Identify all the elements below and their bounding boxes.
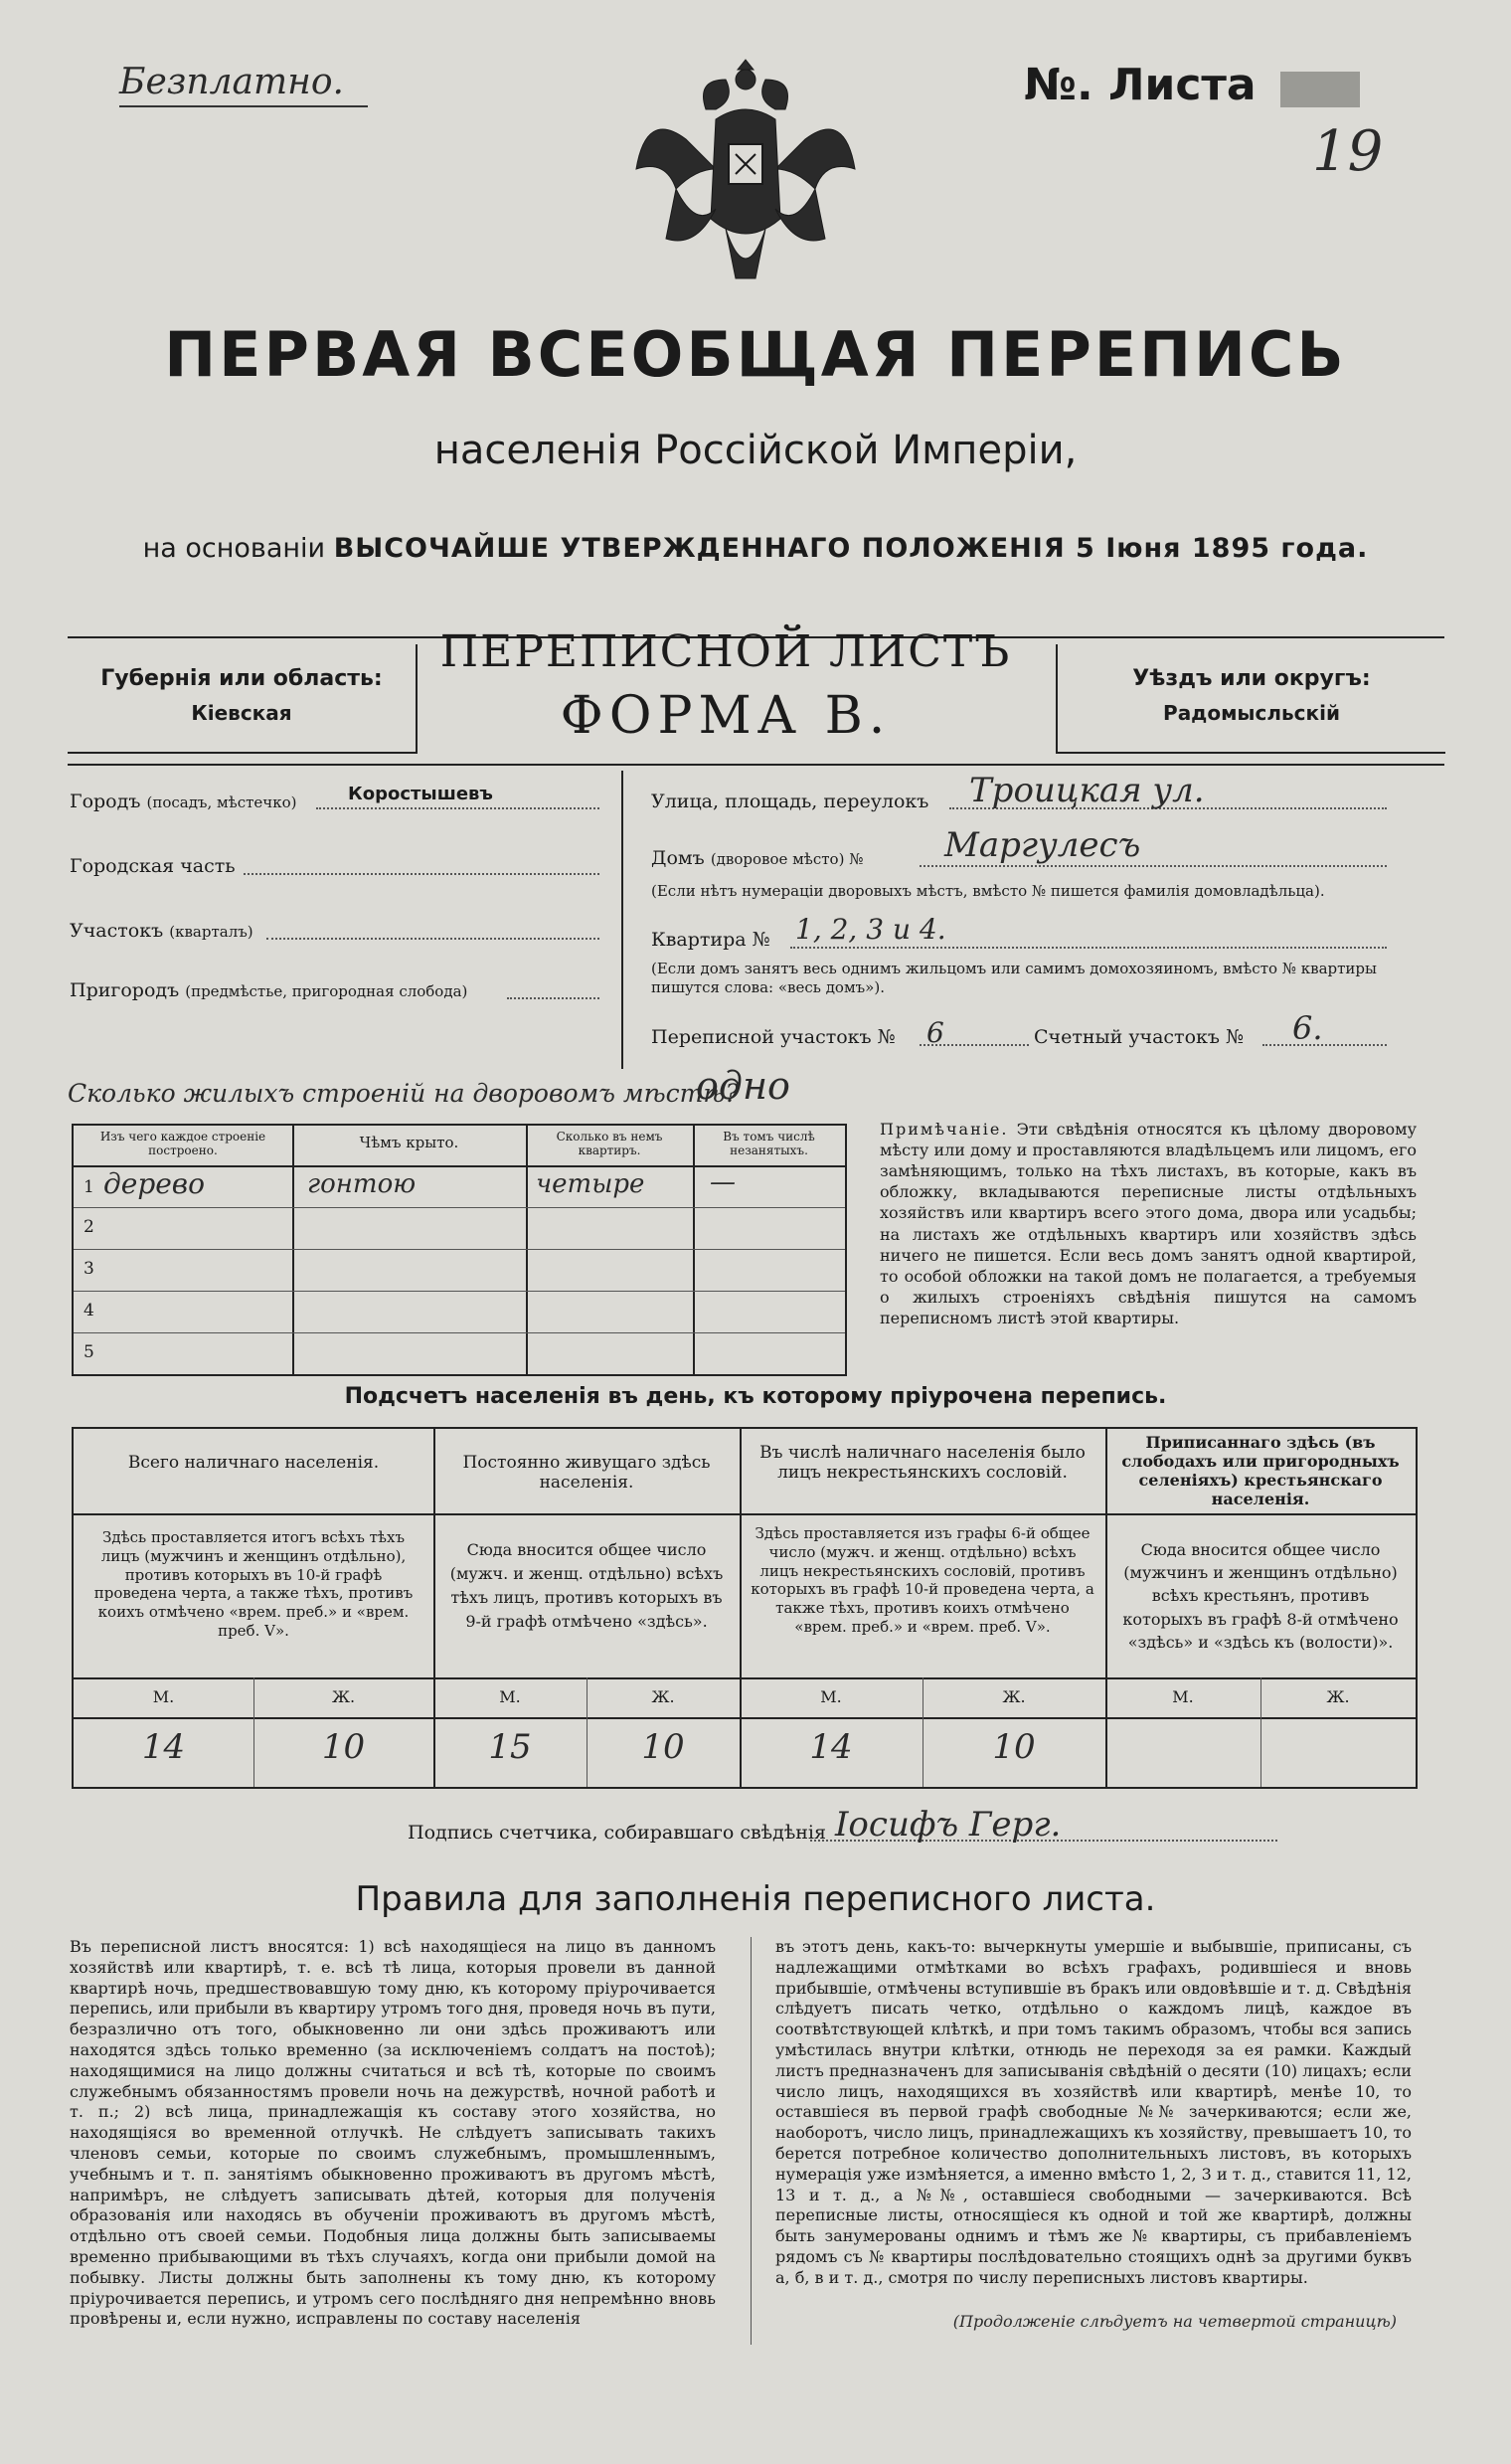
row-number: 2 — [84, 1217, 94, 1237]
census-section-line — [920, 1044, 1029, 1046]
permanent-female: 10 — [641, 1727, 685, 1767]
rules-left: Въ переписной листъ вносятся: 1) всѣ находящіеся на лицо въ данномъ хозяйствѣ или квартирѣ, т. е. всѣ тѣ лица, которыя провели въ данной квартирѣ ночь, предшествовавшую тому дню, къ которому пріурочивается перепись, или прибыли въ квартиру утромъ того дня, проведя ночь въ пути, безразлично отъ того, обыкновенно ли они здѣсь проживаютъ или находятся здѣсь только временно (за исключеніемъ солдатъ на постоѣ); находящимися на лицо должны считаться и всѣ тѣ, которые по своимъ служебнымъ обязанностямъ провели ночь на дежурствѣ, ночной работѣ и т. п.; 2) всѣ лица, принадлежащія къ составу этого хозяйства, но находящіяся во временной отлучкѣ. Не слѣдуетъ записывать такихъ членовъ семьи, которые по своимъ служебнымъ, промышленнымъ, учебнымъ и т. п. занятіямъ обыкновенно проживаютъ въ другомъ мѣстѣ, напримѣръ, не слѣдуетъ записывать дѣтей, которыя для полученія образованія или находясь въ обученіи проживаютъ въ другомъ мѣстѣ, отдѣльно отъ своей семьи. Подобныя лица должны быть записываемы временно прибывающими въ тѣхъ случаяхъ, когда они прибыли домой на побывку. Листы должны быть заполнены къ тому дню, къ которому пріурочивается перепись, и утромъ сего послѣдняго дня непремѣнно вновь провѣрены и, если нужно, исправлены по составу населенія — [70, 1937, 716, 2329]
page-title: ПЕРВАЯ ВСЕОБЩАЯ ПЕРЕПИСЬ — [164, 318, 1347, 391]
basis-main: ВЫСОЧАЙШЕ УТВЕРЖДЕННАГО ПОЛОЖЕНІЯ 5 Іюня 1895 года. — [333, 533, 1369, 564]
buildings-question: Сколько жилыхъ строеній на дворовомъ мѣстѣ? — [68, 1079, 739, 1108]
count-section-value: 6. — [1292, 1009, 1323, 1047]
row-number: 5 — [84, 1342, 94, 1362]
buildings-head-roof: Чѣмъ крыто. — [359, 1134, 459, 1151]
uchastok-field — [70, 920, 253, 942]
f-label: Ж. — [1326, 1687, 1350, 1706]
form-title: ФОРМА В. — [560, 686, 892, 746]
uezd-box — [1056, 644, 1445, 754]
row-roof: гонтою — [307, 1169, 417, 1199]
m-label: М. — [820, 1687, 842, 1706]
count-section-line — [1262, 1044, 1387, 1046]
signature-label: Подпись счетчика, собиравшаго свѣдѣнія — [408, 1822, 826, 1844]
signature-value: Іосифъ Герг. — [835, 1805, 1062, 1845]
pop-desc-crestyan: Сюда вносится общее число (мужчинъ и женщинъ отдѣльно) всѣхъ крестьянъ, противъ которыхъ въ графѣ 8-й отмѣчено «здѣсь» и «здѣсь къ (волости)». — [1122, 1540, 1399, 1652]
f-label: Ж. — [1002, 1687, 1026, 1706]
house-field — [651, 847, 863, 869]
f-label: Ж. — [651, 1687, 675, 1706]
uezd-label: Уѣздъ или округъ: — [1132, 666, 1371, 691]
pop-head-crestyan: Приписаннаго здѣсь (въ слободахъ или пригородныхъ селеніяхъ) крестьянскаго населенія. — [1121, 1433, 1400, 1508]
sheet-title: ПЕРЕПИСНОЙ ЛИСТЪ — [439, 626, 1012, 677]
free-underline — [119, 105, 368, 107]
house-value: Маргулесъ — [944, 825, 1141, 865]
census-section-value: 6 — [926, 1016, 944, 1049]
row-number: 4 — [84, 1301, 94, 1320]
rules-title: Правила для заполненія переписного листа. — [355, 1879, 1156, 1919]
address-divider — [621, 771, 623, 1069]
uchastok-label: Участокъ — [70, 920, 164, 942]
buildings-head-vacant: Въ томъ числѣ незанятыхъ. — [723, 1130, 815, 1157]
uchastok-line — [266, 938, 599, 940]
census-section-label: Переписной участокъ № — [651, 1026, 896, 1048]
row-number: 1 — [84, 1177, 94, 1197]
buildings-note — [880, 1119, 1417, 1328]
row-number: 3 — [84, 1259, 94, 1279]
f-label: Ж. — [331, 1687, 356, 1706]
street-value: Троицкая ул. — [969, 771, 1205, 810]
apt-value: 1, 2, 3 и 4. — [795, 913, 946, 946]
city-value: Коростышевъ — [348, 784, 493, 804]
house-note: (Если нѣтъ нумераціи дворовыхъ мѣстъ, вмѣсто № пишется фамилія домовладѣльца). — [651, 882, 1325, 900]
city-part-label: Городская часть — [70, 855, 236, 877]
m-label: М. — [499, 1687, 521, 1706]
prigorod-label: Пригородъ — [70, 979, 180, 1001]
sheet-number-crossed — [1280, 72, 1360, 107]
house-line — [920, 865, 1387, 867]
buildings-note-head: Примѣчаніе. — [880, 1120, 1009, 1139]
gubernia-box — [68, 644, 418, 754]
apt-note: (Если домъ занятъ весь однимъ жильцомъ или самимъ домохозяиномъ, вмѣсто № квартиры пишутся слова: «весь домъ»). — [651, 960, 1377, 996]
sheet-number-value: 19 — [1312, 119, 1384, 184]
noncrestyan-female: 10 — [992, 1727, 1036, 1767]
prigorod-line — [507, 997, 599, 999]
pop-head-permanent: Постоянно живущаго здѣсь населенія. — [462, 1453, 711, 1493]
total-male: 14 — [141, 1727, 186, 1767]
sheet-number-label: №. Листа — [1024, 60, 1257, 110]
prigorod-sub: (предмѣстье, пригородная слобода) — [185, 982, 468, 1000]
noncrestyan-male: 14 — [809, 1727, 853, 1767]
basis-pre: на основаніи — [142, 533, 326, 564]
city-part-line — [244, 873, 599, 875]
uchastok-sub: (кварталъ) — [169, 923, 253, 941]
pop-head-noncrestyan: Въ числѣ наличнаго населенія было лицъ некрестьянскихъ сословій. — [759, 1443, 1086, 1483]
street-label: Улица, площадь, переулокъ — [651, 791, 929, 812]
house-sub: (дворовое мѣсто) № — [710, 850, 864, 868]
pop-head-total: Всего наличнаго населенія. — [127, 1453, 380, 1473]
rules-divider — [751, 1937, 752, 2345]
buildings-row — [74, 1165, 845, 1207]
pop-desc-noncrestyan: Здѣсь проставляется изъ графы 6-й общее число (мужч. и женщ. отдѣльно) всѣхъ лицъ некрестьянскихъ сословій, противъ которыхъ въ графѣ 10-й проведена черта, а также тѣхъ, противъ коихъ отмѣчено «врем. преб.» и «врем. преб. V». — [751, 1524, 1094, 1636]
pop-desc-total: Здѣсь проставляется итогъ всѣхъ тѣхъ лицъ (мужчинъ и женщинъ отдѣльно), противъ которыхъ въ 10-й графѣ проведена черта, а также тѣхъ, противъ коихъ отмѣчено «врем. преб.» и «врем. преб. V». — [93, 1528, 414, 1640]
population-table — [72, 1427, 1418, 1789]
population-title: Подсчетъ населенія въ день, къ которому пріурочена перепись. — [344, 1384, 1167, 1409]
count-section-label: Счетный участокъ № — [1034, 1026, 1244, 1048]
house-label: Домъ — [651, 847, 705, 869]
prigorod-field — [70, 979, 467, 1001]
city-line — [316, 807, 599, 809]
buildings-table — [72, 1124, 847, 1376]
gubernia-value: Кіевская — [191, 701, 292, 725]
page-subtitle: населенія Россійской Имперіи, — [433, 428, 1078, 473]
rules-right: въ этотъ день, какъ-то: вычеркнуты умершіе и выбывшіе, приписаны, съ надлежащими отмѣтками во всѣхъ графахъ, родившіеся и вновь прибывшіе, отмѣчены вступившіе въ бракъ или овдовѣвшіе и т. д. Свѣдѣнія слѣдуетъ писать четко, отдѣльно о каждомъ лицѣ, каждое въ соотвѣтствующей клѣткѣ, и при томъ такимъ образомъ, чтобы вся запись умѣстилась внутри клѣтки, отнюдь не переходя за ея рамки. Каждый листъ предназначенъ для записыванія свѣдѣній о десяти (10) лицахъ; если число лицъ, находящихся въ хозяйствѣ или квартирѣ, менѣе 10, то оставшіеся въ первой графѣ свободные №№ зачеркиваются; если же, наоборотъ, число лицъ, принадлежащихъ къ хозяйству, превышаетъ 10, то берется потребное количество дополнительныхъ листовъ, въ которыхъ нумерація уже измѣняется, а именно вмѣсто 1, 2, 3 и т. д., ставится 11, 12, 13 и т. д., а №№, оставшіеся свободными — зачеркиваются. Всѣ переписные листы, относящіеся къ одной и той же квартирѣ, должны быть занумерованы однимъ и тѣмъ же № квартиры, съ прибавленіемъ рядомъ съ № квартиры послѣдовательно стоящихъ однѣ за другими буквъ а, б, в и т. д., смотря по числу переписныхъ листовъ квартиры. — [775, 1937, 1412, 2287]
city-sub: (посадъ, мѣстечко) — [146, 793, 297, 811]
city-field — [70, 791, 296, 812]
row-material: дерево — [103, 1167, 205, 1200]
buildings-head-material: Изъ чего каждое строеніе построено. — [99, 1130, 266, 1157]
address-top-rule — [68, 764, 1444, 766]
buildings-answer: одно — [696, 1064, 790, 1108]
imperial-eagle-icon — [626, 50, 865, 298]
buildings-note-text: Эти свѣдѣнія относятся къ цѣлому дворовому мѣсту или дому и проставляются владѣльцемъ или лицомъ, его замѣняющимъ, только на тѣхъ листахъ, въ которые, какъ въ обложку, вкладываются переписные листы отдѣльныхъ хозяйствъ или квартиръ всего этого дома, двора или усадьбы; на листахъ же отдѣльныхъ квартиръ или хозяйствъ здѣсь ничего не пишется. Если весь домъ занятъ одной квартирой, то особой обложки на такой домъ не полагается, а требуемыя о жилыхъ строеніяхъ свѣдѣнія пишутся на самомъ переписномъ листѣ этой квартиры. — [880, 1120, 1417, 1327]
m-label: М. — [1172, 1687, 1194, 1706]
apt-label: Квартира № — [651, 929, 770, 951]
row-apts: четыре — [536, 1169, 645, 1199]
pop-desc-permanent: Сюда вносится общее число (мужч. и женщ. отдѣльно) всѣхъ тѣхъ лицъ, противъ которыхъ въ 9-й графѣ отмѣчено «здѣсь». — [449, 1540, 724, 1631]
uezd-value: Радомысльскій — [1163, 701, 1340, 725]
permanent-male: 15 — [488, 1727, 532, 1767]
gubernia-label: Губернія или область: — [100, 666, 383, 691]
total-female: 10 — [321, 1727, 366, 1767]
free-label: Безплатно. — [119, 62, 344, 102]
m-label: М. — [152, 1687, 175, 1706]
basis-line — [0, 533, 1511, 564]
rules-continued: (Продолженіе слѣдуетъ на четвертой страницѣ) — [952, 2312, 1397, 2331]
buildings-head-apts: Сколько въ немъ квартиръ. — [556, 1130, 663, 1157]
apt-line — [790, 947, 1387, 949]
city-label: Городъ — [70, 791, 141, 812]
row-vacant: — — [710, 1167, 736, 1197]
